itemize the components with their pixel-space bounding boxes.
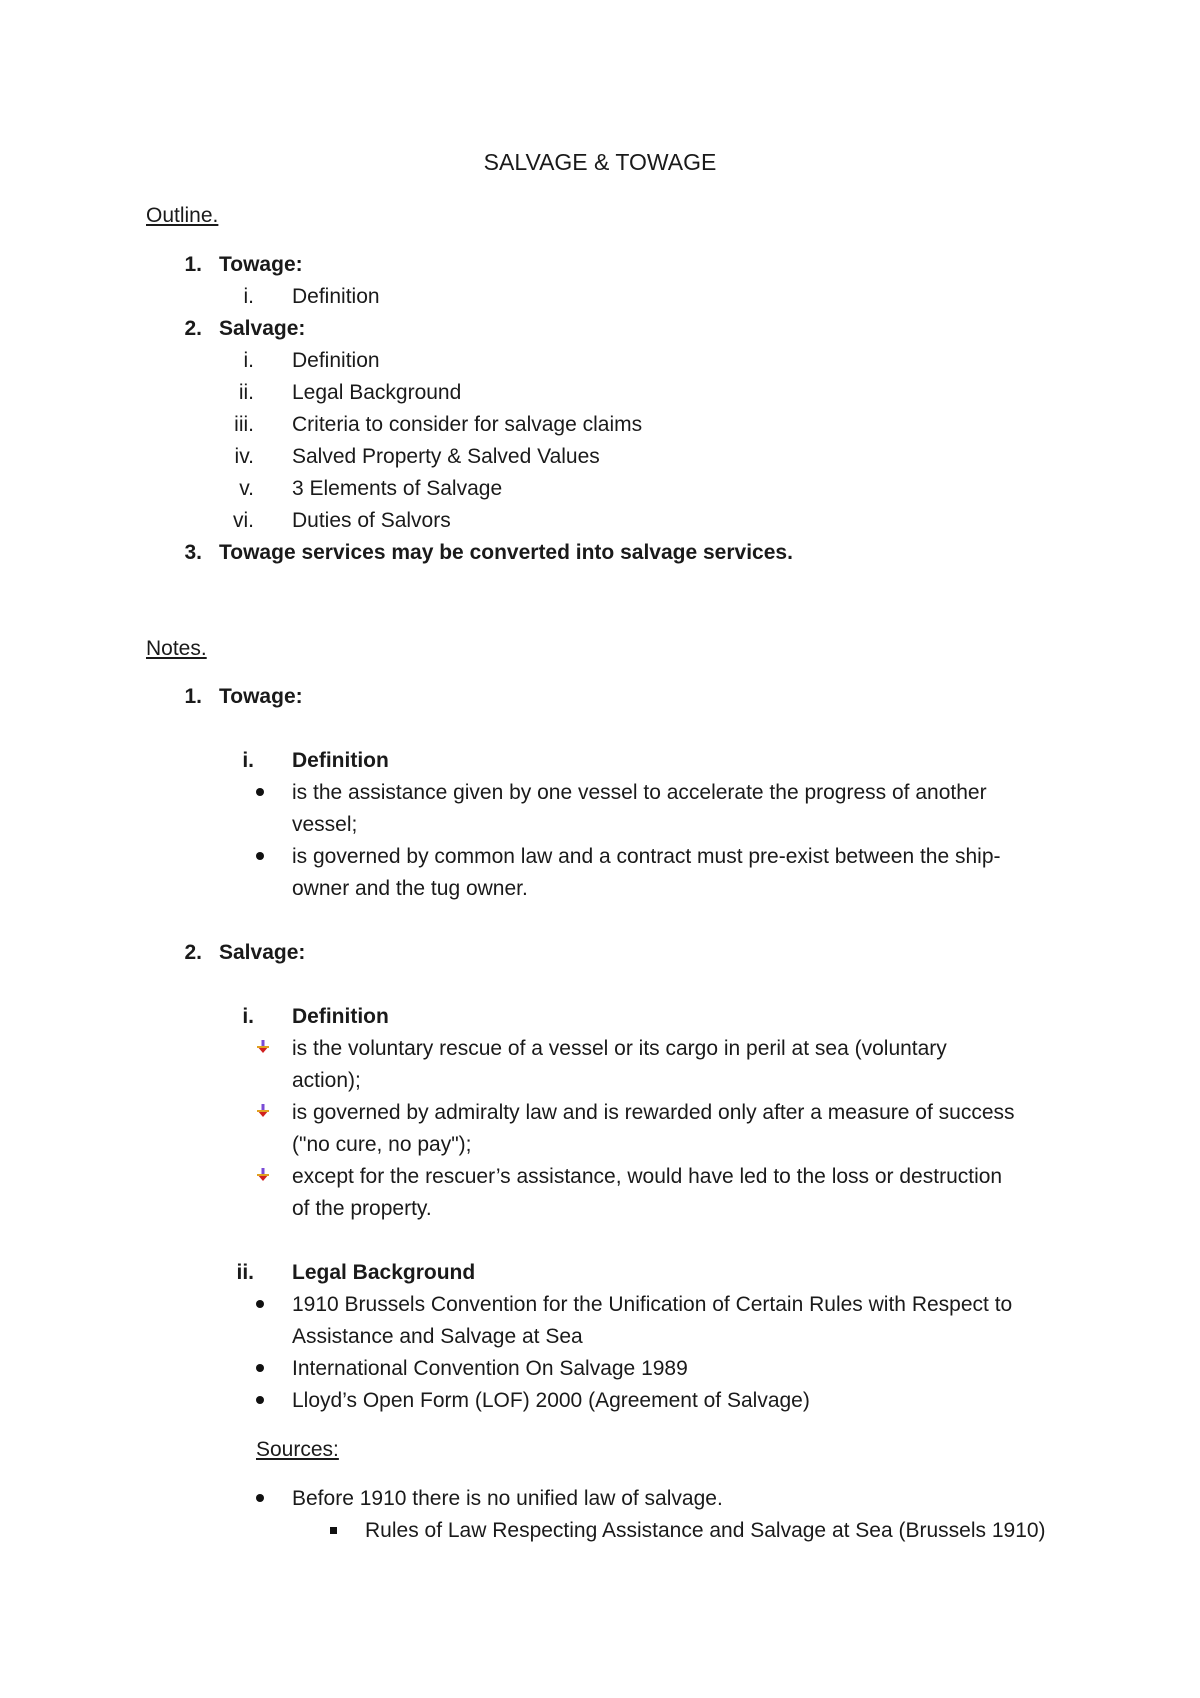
outline-num-1: 1. [184,253,202,276]
outline-sub-num: vi. [233,509,254,532]
notes-salvage-def-num: i. [242,1005,254,1028]
outline-item-towage: Towage: [219,253,303,276]
outline-num-2: 2. [184,317,202,340]
sources-heading: Sources: [256,1438,339,1461]
legal-bullet-line: Lloyd’s Open Form (LOF) 2000 (Agreement of Salvage) [292,1389,810,1412]
bullet-icon [256,1300,264,1308]
bullet-icon [256,1364,264,1372]
outline-heading: Outline. [146,204,219,227]
outline-sub-item: Duties of Salvors [292,509,451,532]
arrow-bullet-icon [256,1040,270,1054]
outline-num-3: 3. [184,541,202,564]
bullet-icon [256,788,264,796]
notes-legal-num: ii. [236,1261,254,1284]
outline-sub-item: 3 Elements of Salvage [292,477,503,500]
square-bullet-icon [330,1527,337,1534]
outline-sub-num: ii. [238,381,254,404]
bullet-icon [256,1396,264,1404]
notes-towage-def-heading: Definition [292,749,389,772]
bullet-icon [256,852,264,860]
notes-legal-heading: Legal Background [292,1261,476,1284]
sources-sub-line: Rules of Law Respecting Assistance and Salvage at Sea (Brussels 1910) [365,1519,1046,1542]
outline-item-salvage: Salvage: [219,317,306,340]
notes-num-1: 1. [184,685,202,708]
notes-towage-def-num: i. [242,749,254,772]
salvage-bullet-line: is the voluntary rescue of a vessel or its cargo in peril at sea (voluntary [292,1037,947,1060]
outline-sub-item: Criteria to consider for salvage claims [292,413,643,436]
outline-sub-item: Legal Background [292,381,462,404]
outline-sub-num: i. [243,285,254,308]
page-title: SALVAGE & TOWAGE [483,149,717,175]
sources-bullet-line: Before 1910 there is no unified law of salvage. [292,1487,723,1510]
notes-num-2: 2. [184,941,202,964]
outline-item-conversion: Towage services may be converted into salvage services. [219,541,793,564]
legal-bullet-line: 1910 Brussels Convention for the Unification of Certain Rules with Respect to [292,1293,1013,1316]
towage-bullet-line: is governed by common law and a contract must pre-exist between the ship- [292,845,1001,868]
salvage-bullet-line: action); [292,1069,361,1092]
outline-sub-num: i. [243,349,254,372]
notes-heading: Notes. [146,637,207,660]
arrow-bullet-icon [256,1104,270,1118]
notes-towage-heading: Towage: [219,685,303,708]
legal-bullet-line: International Convention On Salvage 1989 [292,1357,688,1380]
bullet-icon [256,1494,264,1502]
arrow-bullet-icon [256,1168,270,1182]
outline-sub-item: Definition [292,349,380,372]
notes-salvage-def-heading: Definition [292,1005,389,1028]
outline-sub-num: iv. [234,445,254,468]
salvage-bullet-line: except for the rescuer’s assistance, would have led to the loss or destruction [292,1165,1003,1188]
towage-bullet-line: owner and the tug owner. [292,877,528,900]
salvage-bullet-line: of the property. [292,1197,432,1220]
towage-bullet-line: is the assistance given by one vessel to accelerate the progress of another [292,781,987,804]
legal-bullet-line: Assistance and Salvage at Sea [292,1325,583,1348]
salvage-bullet-line: is governed by admiralty law and is rewarded only after a measure of success [292,1101,1015,1124]
outline-sub-item: Definition [292,285,380,308]
outline-sub-num: v. [239,477,254,500]
notes-salvage-heading: Salvage: [219,941,306,964]
outline-sub-num: iii. [234,413,254,436]
salvage-bullet-line: ("no cure, no pay"); [292,1133,472,1156]
outline-sub-item: Salved Property & Salved Values [292,445,600,468]
towage-bullet-line: vessel; [292,813,358,836]
